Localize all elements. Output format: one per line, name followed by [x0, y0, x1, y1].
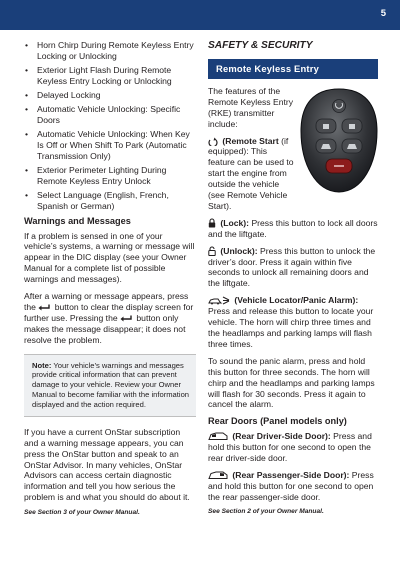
list-item: • Automatic Vehicle Unlocking: When Key Is Off or When Shift To Park (Automatic Transmission Only) — [24, 129, 196, 162]
rear-driver-paragraph: (Rear Driver-Side Door): Press and hold this button for one second to open the rear driver-side door. — [208, 431, 372, 463]
rear-doors-heading: Rear Doors (Panel models only) — [208, 416, 347, 427]
list-item: • Horn Chirp During Remote Keyless Entry Locking or Unlocking — [24, 40, 196, 62]
key-fob-image — [298, 86, 380, 196]
section-title: SAFETY & SECURITY — [208, 40, 313, 51]
lock-icon — [208, 218, 216, 228]
rear-passenger-paragraph: (Rear Passenger-Side Door): Press and hold this button for one second to open the rear passenger-side door. — [208, 469, 374, 502]
warnings-paragraph: If a problem is sensed in one of your vehicle’s systems, a warning or message will appear in the DIC display (see your Owner Manual for a complete list of possible warnings and messages). — [24, 230, 195, 285]
page-number: 5 — [380, 8, 386, 19]
rke-intro: The features of the Remote Keyless Entry (RKE) transmitter include: — [208, 85, 294, 129]
left-column — [24, 40, 196, 518]
enter-arrow-icon — [120, 315, 132, 323]
remote-start-paragraph: (Remote Start (if equipped): This feature can be used to start the engine from outside the vehicle (see Remote Vehicle Start). — [208, 135, 294, 211]
lock-paragraph: (Lock): Press this button to lock all doors and the liftgate. — [208, 217, 378, 239]
unlock-paragraph: (Unlock): Press this button to unlock the driver’s door. Press it again within five seconds to unlock all remaining doors and the liftgate. — [208, 245, 376, 289]
rke-banner: Remote Keyless Entry — [208, 59, 378, 79]
list-item: • Select Language (English, French, Spanish or German) — [24, 190, 196, 212]
list-item: • Exterior Perimeter Lighting During Remote Keyless Entry Unlock — [24, 165, 196, 187]
panic-alarm-paragraph: To sound the panic alarm, press and hold this button for three seconds. The horn will chirp and the headlamps and parking lamps will flash for 30 seconds. Press it again to cancel the alarm. — [208, 355, 375, 410]
note-text: Your vehicle’s warnings and messages provide critical information that can prevent damage to your vehicle. Review your Owner Manual to become familiar with the information displayed and the action required. — [32, 360, 190, 409]
car-alarm-icon — [208, 296, 230, 305]
list-item: • Exterior Light Flash During Remote Keyless Entry Locking or Unlocking — [24, 65, 196, 87]
warnings-heading: Warnings and Messages — [24, 215, 131, 226]
see-section-reference: See Section 2 of your Owner Manual. — [208, 508, 324, 516]
vehicle-locator-paragraph: (Vehicle Locator/Panic Alarm): Press and release this button to locate your vehicle. The horn will chirp three times and the headlamps and parking lamps will flash three times. — [208, 295, 374, 349]
see-section-reference: See Section 3 of your Owner Manual. — [24, 509, 140, 517]
onstar-paragraph: If you have a current OnStar subscription and a warning message appears, you can press the OnStar button and speak to an OnStar Advisor. In many vehicles, OnStar Advisors can access certain diagnostic information and tell you how serious the problem is and what you should do about it. — [24, 426, 190, 503]
list-item: • Automatic Vehicle Unlocking: Specific Doors — [24, 104, 196, 126]
rear-door-icon — [208, 432, 228, 441]
right-column — [208, 40, 378, 517]
unlock-icon — [208, 246, 216, 256]
note-label: Note: — [32, 360, 52, 370]
note-box — [24, 354, 196, 417]
clear-display-paragraph: After a warning or message appears, press the button to clear the display screen for further use. Pressing the button only makes the message disappear; it does not resolve the problem. — [24, 291, 194, 345]
list-item: • Delayed Locking — [24, 90, 196, 101]
rear-door-icon — [208, 471, 228, 480]
header-bar — [0, 0, 400, 30]
feature-list — [24, 40, 196, 212]
remote-start-icon — [208, 137, 218, 146]
enter-arrow-icon — [38, 304, 50, 312]
